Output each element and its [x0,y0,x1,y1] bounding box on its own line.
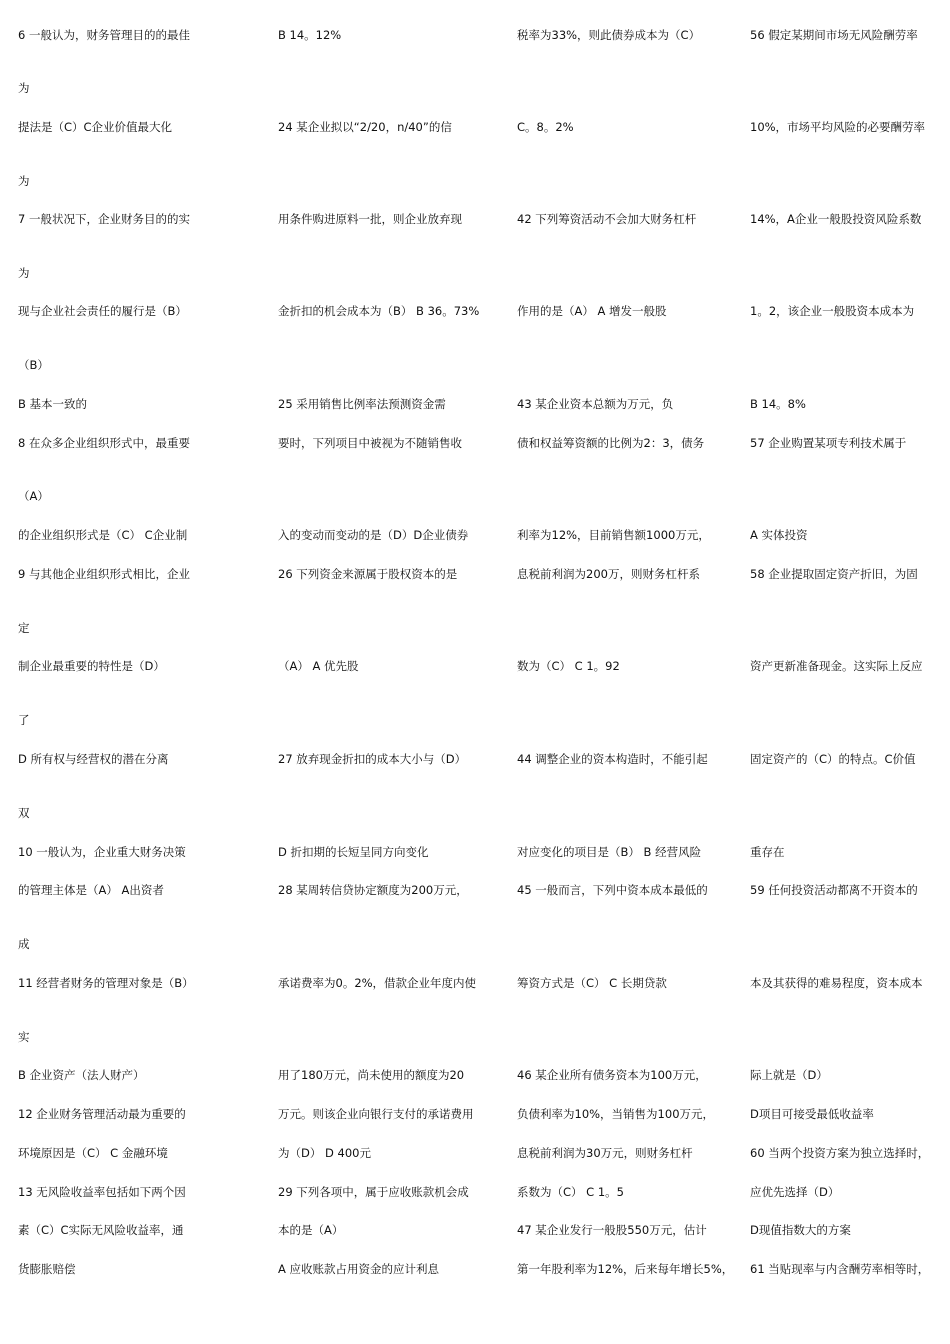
text-line: 固定资产的（C）的特点。C价值 [750,752,916,766]
text-line: 息税前利润为200万，则财务杠杆系 [517,567,700,581]
text-line: 为 [18,266,30,280]
text-line: C。8。2% [517,120,574,134]
text-line: 作用的是（A） A 增发一般股 [517,304,667,318]
text-line: 为（D） D 400元 [278,1146,371,1160]
text-line: 本的是（A） [278,1223,344,1237]
text-line: 45 一般而言，下列中资本成本最低的 [517,883,708,897]
text-line: 负债利率为10%，当销售为100万元， [517,1107,715,1121]
text-line: 57 企业购置某项专利技术属于 [750,436,907,450]
text-line: 素（C）C实际无风险收益率，通 [18,1223,184,1237]
text-line: 9 与其他企业组织形式相比，企业 [18,567,190,581]
text-line: 46 某企业所有债务资本为100万元， [517,1068,707,1082]
text-line: 万元。则该企业向银行支付的承诺费用 [278,1107,474,1121]
text-line: 提法是（C）C企业价值最大化 [18,120,173,134]
text-line: B 14。12% [278,28,342,42]
text-column-2 [278,0,500,1344]
text-line: 债和权益筹资额的比例为2：3，债务 [517,436,705,450]
text-line: 59 任何投资活动都离不开资本的 [750,883,918,897]
text-line: 双 [18,806,30,820]
text-line: 25 采用销售比例率法预测资金需 [278,397,446,411]
text-line: 42 下列筹资活动不会加大财务杠杆 [517,212,697,226]
text-line: 环境原因是（C） C 金融环境 [18,1146,168,1160]
text-line: 制企业最重要的特性是（D） [18,659,165,673]
text-line: 货膨胀赔偿 [18,1262,76,1276]
text-line: 筹资方式是（C） C 长期贷款 [517,976,667,990]
text-line: 要时，下列项目中被视为不随销售收 [278,436,462,450]
text-line: A 应收账款占用资金的应计利息 [278,1262,440,1276]
text-line: 了 [18,713,30,727]
text-line: 10 一般认为，企业重大财务决策 [18,845,186,859]
text-line: 应优先选择（D） [750,1185,840,1199]
text-line: （A） A 优先股 [278,659,359,673]
text-line: （A） [18,489,49,503]
text-line: 7 一般状况下，企业财务目的的实 [18,212,190,226]
text-line: D现值指数大的方案 [750,1223,851,1237]
text-line: 对应变化的项目是（B） B 经营风险 [517,845,702,859]
text-line: 29 下列各项中，属于应收账款机会成 [278,1185,469,1199]
text-line: 14%，A企业一般股投资风险系数 [750,212,922,226]
text-line: 税率为33%，则此债券成本为（C） [517,28,701,42]
text-line: A 实体投资 [750,528,808,542]
text-line: 现与企业社会责任的履行是（B） [18,304,187,318]
text-line: 44 调整企业的资本构造时，不能引起 [517,752,708,766]
text-line: B 基本一致的 [18,397,88,411]
text-line: 1。2，该企业一般股资本成本为 [750,304,915,318]
text-line: 58 企业提取固定资产折旧，为固 [750,567,918,581]
text-line: 13 无风险收益率包括如下两个因 [18,1185,186,1199]
text-line: 24 某企业拟以“2/20，n/40”的信 [278,120,452,134]
text-line: 金折扣的机会成本为（B） B 36。73% [278,304,480,318]
text-line: 承诺费率为0。2%，借款企业年度内使 [278,976,477,990]
text-line: 8 在众多企业组织形式中，最重要 [18,436,190,450]
text-line: 用条件购进原料一批，则企业放弃现 [278,212,462,226]
text-line: 为 [18,81,30,95]
text-column-3 [517,0,739,1344]
text-line: 27 放弃现金折扣的成本大小与（D） [278,752,467,766]
text-line: 际上就是（D） [750,1068,828,1082]
text-line: 用了180万元，尚未使用的额度为20 [278,1068,465,1082]
text-line: 11 经营者财务的管理对象是（B） [18,976,194,990]
text-line: 47 某企业发行一般股550万元，估计 [517,1223,707,1237]
text-line: 26 下列资金来源属于股权资本的是 [278,567,458,581]
text-line: D 所有权与经营权的潜在分离 [18,752,169,766]
text-line: 定 [18,621,30,635]
text-line: 数为（C） C 1。92 [517,659,620,673]
text-line: 10%，市场平均风险的必要酬劳率 [750,120,926,134]
text-line: 本及其获得的难易程度，资本成本 [750,976,923,990]
text-line: 息税前利润为30万元，则财务杠杆 [517,1146,693,1160]
text-line: B 14。8% [750,397,806,411]
text-line: D项目可接受最低收益率 [750,1107,874,1121]
text-line: 的管理主体是（A） A出资者 [18,883,164,897]
text-line: B 企业资产（法人财产） [18,1068,145,1082]
text-line: 6 一般认为，财务管理目的的最佳 [18,28,190,42]
text-line: 为 [18,174,30,188]
text-line: 重存在 [750,845,785,859]
text-line: 第一年股利率为12%，后来每年增长5%， [517,1262,734,1276]
text-line: 实 [18,1030,30,1044]
text-line: 资产更新准备现金。这实际上反应 [750,659,923,673]
text-line: （B） [18,358,49,372]
text-line: 43 某企业资本总额为万元，负 [517,397,674,411]
text-line: 61 当贴现率与内含酬劳率相等时， [750,1262,930,1276]
text-line: 的企业组织形式是（C） C企业制 [18,528,188,542]
text-line: 28 某周转信贷协定额度为200万元， [278,883,468,897]
text-column-1 [18,0,258,1344]
text-line: 56 假定某期间市场无风险酬劳率 [750,28,918,42]
text-line: 12 企业财务管理活动最为重要的 [18,1107,186,1121]
text-line: 系数为（C） C 1。5 [517,1185,625,1199]
text-line: D 折扣期的长短呈同方向变化 [278,845,429,859]
text-line: 60 当两个投资方案为独立选择时， [750,1146,930,1160]
text-line: 入的变动而变动的是（D）D企业债券 [278,528,469,542]
text-line: 成 [18,937,30,951]
text-column-4 [750,0,950,1344]
text-line: 利率为12%，目前销售额1000万元， [517,528,710,542]
